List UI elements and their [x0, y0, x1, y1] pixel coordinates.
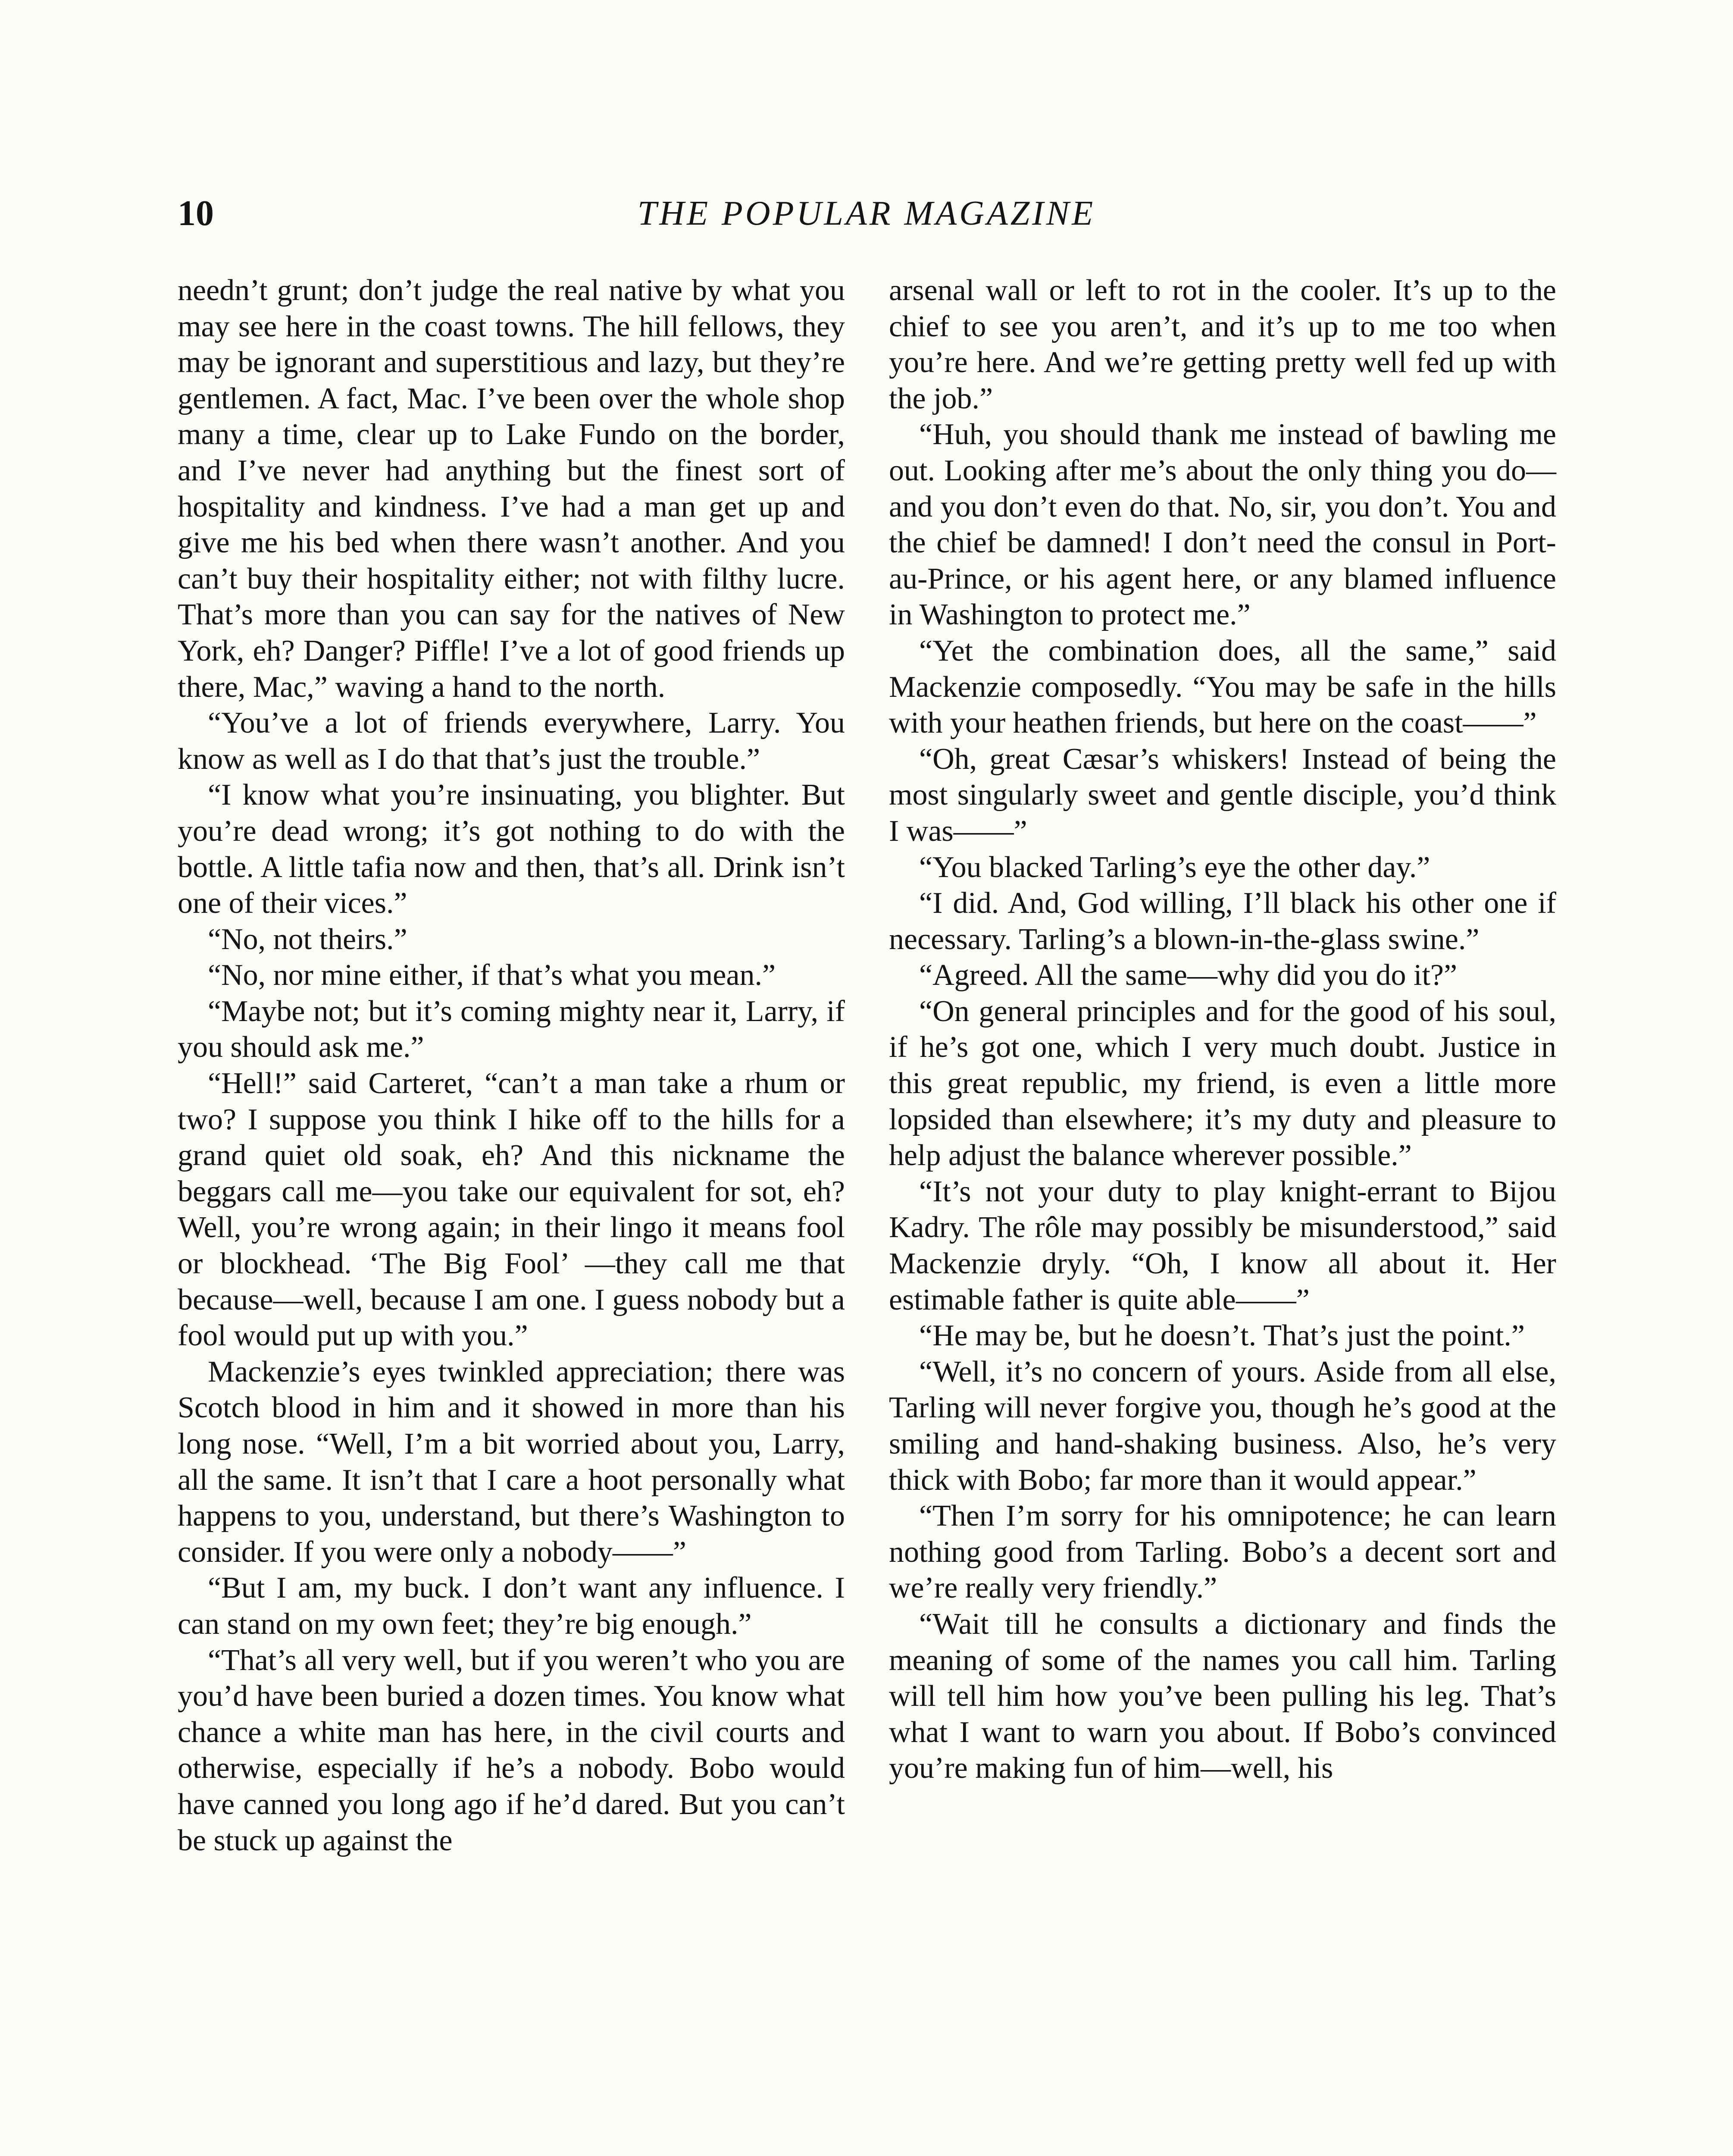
- paragraph: “No, not theirs.”: [208, 922, 407, 956]
- paragraph: Mackenzie’s eyes twinkled appreciation; there was Scotch blood in him and it showed in more than his long nose. “Well, I’m a bit worried about you, Larry, all the same. It isn’t that I care a hoot personally what happens to you, understand, but there’s Washington to consider. If you were only a nobody——”: [178, 1355, 845, 1569]
- paragraph: “That’s all very well, but if you weren’t who you are you’d have been buried a dozen times. You know what chance a white man has here, in the civil courts and otherwise, especially if he’s a nobody. Bobo would have canned you long ago if he’d dared. But you can’t be stuck up against the: [178, 1643, 845, 1857]
- paragraph: “Maybe not; but it’s coming mighty near it, Larry, if you should ask me.”: [178, 994, 845, 1064]
- paragraph: “Oh, great Cæsar’s whiskers! Instead of being the most singularly sweet and gentle disciple, you’d think I was——”: [889, 742, 1556, 848]
- page-header: [178, 190, 1555, 237]
- left-text-column: [178, 273, 845, 1858]
- page-number: 10: [178, 193, 214, 233]
- paragraph: “Yet the combination does, all the same,” said Mackenzie composedly. “You may be safe in the hills with your heathen friends, but here on the coast——”: [889, 634, 1556, 740]
- paragraph: “You blacked Tarling’s eye the other day.”: [919, 850, 1430, 884]
- paragraph: “Huh, you should thank me instead of bawling me out. Looking after me’s about the only thing you do—and you don’t even do that. No, sir, you don’t. You and the chief be damned! I don’t need the consul in Port-au-Prince, or his agent here, or any blamed influence in Washington to protect me.”: [889, 418, 1556, 632]
- paragraph: “Hell!” said Carteret, “can’t a man take a rhum or two? I suppose you think I hike off to the hills for a grand quiet old soak, eh? And this nickname the beggars call me—you take our equivalent for sot, eh? Well, you’re wrong again; in their lingo it means fool or blockhead. ‘The Big Fool’ —they call me that because—well, because I am one. I guess nobody but a fool would put up with you.”: [178, 1067, 845, 1353]
- paragraph: “I know what you’re insinuating, you blighter. But you’re dead wrong; it’s got nothing to do with the bottle. A little tafia now and then, that’s all. Drink isn’t one of their vices.”: [178, 778, 845, 920]
- running-title: THE POPULAR MAGAZINE: [637, 194, 1096, 232]
- paragraph: “Then I’m sorry for his omnipotence; he can learn nothing good from Tarling. Bobo’s a decent sort and we’re really very friendly.”: [889, 1499, 1556, 1605]
- paragraph: “Well, it’s no concern of yours. Aside from all else, Tarling will never forgive you, though he’s good at the smiling and hand-shaking business. Also, he’s very thick with Bobo; far more than it would appear.”: [889, 1355, 1556, 1497]
- paragraph: “You’ve a lot of friends everywhere, Larry. You know as well as I do that that’s just the trouble.”: [178, 706, 845, 776]
- paragraph: arsenal wall or left to rot in the cooler. It’s up to the chief to see you aren’t, and it’s up to me too when you’re here. And we’re getting pretty well fed up with the job.”: [889, 274, 1556, 415]
- paragraph: “Agreed. All the same—why did you do it?”: [919, 959, 1458, 992]
- paragraph: “I did. And, God willing, I’ll black his other one if necessary. Tarling’s a blown-in-the-glass swine.”: [889, 887, 1556, 956]
- paragraph: “Wait till he consults a dictionary and finds the meaning of some of the names you call him. Tarling will tell him how you’ve been pulling his leg. That’s what I want to warn you about. If Bobo’s convinced you’re making fun of him—well, his: [889, 1607, 1556, 1785]
- paragraph: “On general principles and for the good of his soul, if he’s got one, which I very much doubt. Justice in this great republic, my friend, is even a little more lopsided than elsewhere; it’s my duty and pleasure to help adjust the balance wherever possible.”: [889, 994, 1556, 1172]
- paragraph: “But I am, my buck. I don’t want any influence. I can stand on my own feet; they’re big enough.”: [178, 1571, 845, 1641]
- paragraph: needn’t grunt; don’t judge the real native by what you may see here in the coast towns. The hill fellows, they may be ignorant and superstitious and lazy, but they’re gentlemen. A fact, Mac. I’ve been over the whole shop many a time, clear up to Lake Fundo on the border, and I’ve never had anything but the finest sort of hospitality and kindness. I’ve had a man get up and give me his bed when there wasn’t another. And you can’t buy their hospitality either; not with filthy lucre. That’s more than you can say for the natives of New York, eh? Danger? Piffle! I’ve a lot of good friends up there, Mac,” waving a hand to the north.: [178, 274, 845, 704]
- paragraph: “No, nor mine either, if that’s what you mean.”: [208, 959, 776, 992]
- paragraph: “It’s not your duty to play knight-errant to Bijou Kadry. The rôle may possibly be misunderstood,” said Mackenzie dryly. “Oh, I know all about it. Her estimable father is quite able——”: [889, 1175, 1556, 1316]
- paragraph: “He may be, but he doesn’t. That’s just the point.”: [919, 1319, 1525, 1353]
- right-text-column: [889, 273, 1556, 1786]
